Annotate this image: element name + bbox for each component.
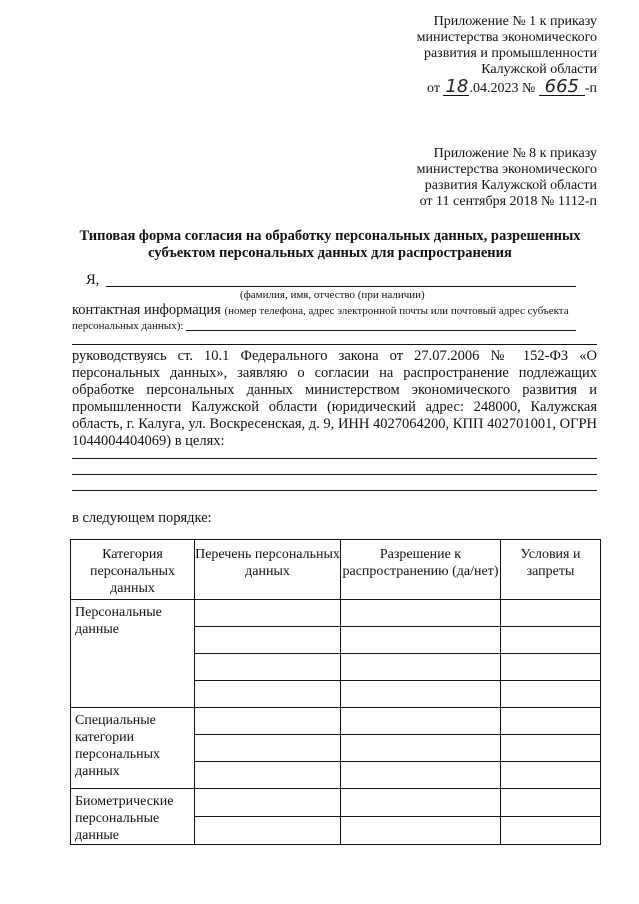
table-cell[interactable] xyxy=(195,708,341,735)
table-cell[interactable] xyxy=(501,789,601,817)
table-cell[interactable] xyxy=(341,654,501,681)
purpose-line-2[interactable] xyxy=(72,474,597,475)
purpose-line-1[interactable] xyxy=(72,458,597,459)
appendix-8-line-3: развития Калужской области xyxy=(424,178,597,193)
table-cell[interactable] xyxy=(501,600,601,627)
i-label: Я, xyxy=(86,272,100,288)
table-cell[interactable] xyxy=(501,735,601,762)
table-cell[interactable] xyxy=(501,627,601,654)
order-label: в следующем порядке: xyxy=(72,510,212,526)
table-header-row xyxy=(71,540,601,600)
appendix-1-line-3: развития и промышленности xyxy=(423,46,597,61)
table-row xyxy=(71,789,601,817)
date-prefix: от xyxy=(427,81,440,96)
contact-input-line[interactable] xyxy=(186,330,576,331)
table-row xyxy=(71,708,601,735)
data-categories-table xyxy=(70,539,601,845)
purpose-line-3[interactable] xyxy=(72,490,597,491)
table-cell[interactable] xyxy=(341,762,501,789)
table-cell[interactable] xyxy=(341,817,501,845)
appendix-8-line-1: Приложение № 8 к приказу xyxy=(433,146,597,161)
handwritten-order-number: 665 xyxy=(539,79,585,96)
table-row xyxy=(71,600,601,627)
table-cell[interactable] xyxy=(195,789,341,817)
appendix-1-line-1: Приложение № 1 к приказу xyxy=(433,14,597,29)
contact-line xyxy=(72,302,569,319)
fio-input-line[interactable] xyxy=(106,286,576,287)
table-cell[interactable] xyxy=(341,735,501,762)
form-title-line-1: Типовая форма согласия на обработку персональных данных, разрешенных xyxy=(79,228,581,244)
contact-label: контактная информация xyxy=(72,302,221,318)
header-permission: Разрешение к распространению (да/нет) xyxy=(341,540,501,600)
table-cell[interactable] xyxy=(195,654,341,681)
table-cell[interactable] xyxy=(195,735,341,762)
appendix-8-line-4: от 11 сентября 2018 № 1112-п xyxy=(419,194,597,209)
header-category: Категория персональных данных xyxy=(71,540,195,600)
date-rest: .04.2023 № xyxy=(469,81,536,96)
table-cell[interactable] xyxy=(341,600,501,627)
category-personal-data: Персональные данные xyxy=(71,600,195,708)
appendix-1-line-4: Калужской области xyxy=(481,62,597,77)
table-cell[interactable] xyxy=(195,600,341,627)
table-cell[interactable] xyxy=(195,817,341,845)
fio-hint: (фамилия, имя, отчество (при наличии) xyxy=(240,289,425,301)
contact-input-line-2[interactable] xyxy=(72,344,597,345)
appendix-1-line-2: министерства экономического xyxy=(416,30,597,45)
contact-hint-2: персональных данных): xyxy=(72,320,184,332)
table-cell[interactable] xyxy=(501,654,601,681)
appendix-1-date-line xyxy=(417,76,597,97)
contact-hint: (номер телефона, адрес электронной почты или почтовый адрес субъекта xyxy=(224,305,569,317)
table-cell[interactable] xyxy=(341,789,501,817)
table-cell[interactable] xyxy=(341,627,501,654)
appendix-8-line-2: министерства экономического xyxy=(416,162,597,177)
category-biometric-data: Биометрические персональные данные xyxy=(71,789,195,845)
category-special-data: Специальные категории персональных данных xyxy=(71,708,195,789)
table-cell[interactable] xyxy=(195,681,341,708)
table-cell[interactable] xyxy=(501,762,601,789)
header-list: Перечень персональных данных xyxy=(195,540,341,600)
table-cell[interactable] xyxy=(341,681,501,708)
number-suffix: -п xyxy=(584,81,597,96)
handwritten-day: 18 xyxy=(445,76,469,97)
header-conditions: Условия и запреты xyxy=(501,540,601,600)
table-cell[interactable] xyxy=(501,681,601,708)
table-cell[interactable] xyxy=(501,708,601,735)
table-cell[interactable] xyxy=(501,817,601,845)
table-cell[interactable] xyxy=(195,627,341,654)
appendix-1-header xyxy=(417,14,597,97)
table-cell[interactable] xyxy=(195,762,341,789)
consent-body: руководствуясь ст. 10.1 Федерального закона от 27.07.2006 № 152-ФЗ «О персональных данных», заявляю о согласии на распространение подлежащих обработке персональных данных министерством экономического развития и промышленности Калужской области (юридический адрес: 248000, Калужская область, г. Калуга, ул. Воскресенская, д. 9, ИНН 4027064200, КПП 402701001, ОГРН 1044004404069) в целях: xyxy=(72,348,597,449)
form-title xyxy=(60,228,600,262)
form-title-line-2: субъектом персональных данных для распространения xyxy=(148,245,512,261)
appendix-8-header xyxy=(417,146,597,210)
table-cell[interactable] xyxy=(341,708,501,735)
